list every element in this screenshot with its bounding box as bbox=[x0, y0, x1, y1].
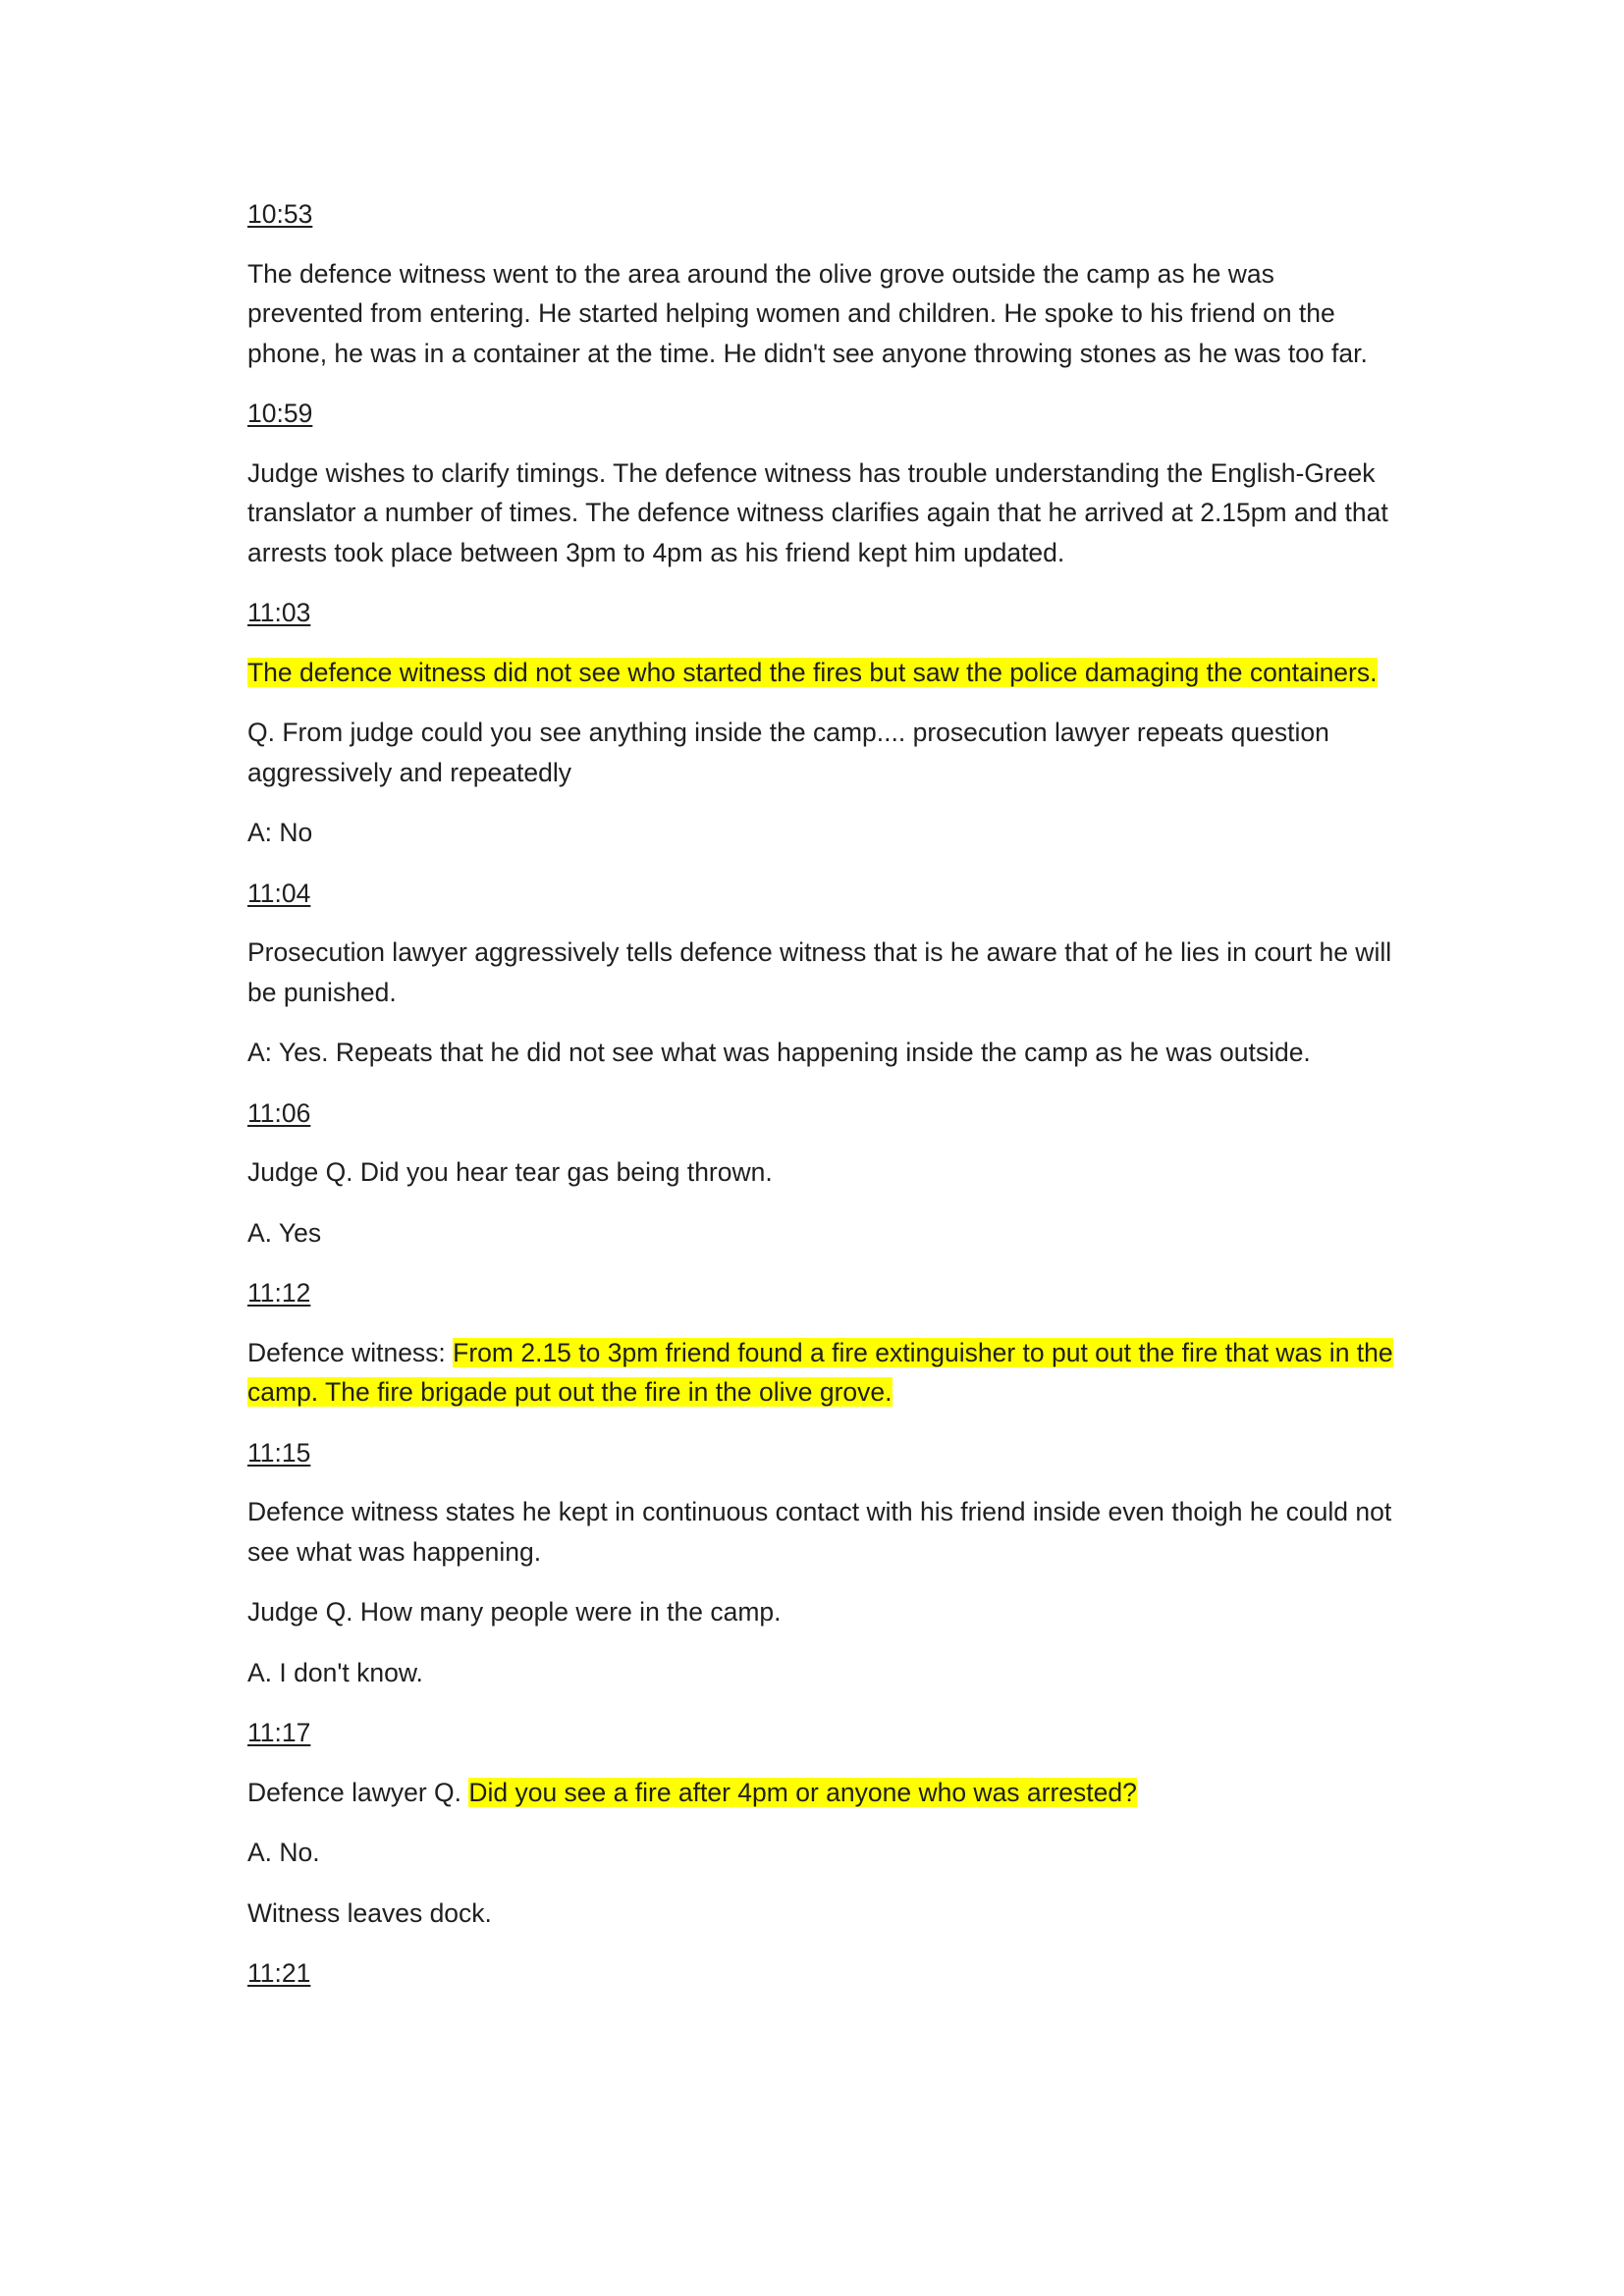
timestamp: 11:15 bbox=[247, 1437, 311, 1468]
question: Judge Q. How many people were in the camp. bbox=[247, 1597, 782, 1627]
question: Judge Q. Did you hear tear gas being thrown. bbox=[247, 1157, 773, 1187]
answer: A. Yes bbox=[247, 1217, 322, 1248]
paragraph: Prosecution lawyer aggressively tells defence witness that is he aware that of he lies in court he will be punished. bbox=[247, 937, 1392, 1007]
timestamp: 10:53 bbox=[247, 199, 313, 229]
paragraph-lead: Defence lawyer Q. bbox=[247, 1777, 469, 1807]
timestamp: 11:21 bbox=[247, 1958, 311, 1988]
paragraph: Defence witness states he kept in continuous contact with his friend inside even thoigh he could not see what was happening. bbox=[247, 1497, 1392, 1567]
highlighted-text: From 2.15 to 3pm friend found a fire extinguisher to put out the fire that was in the camp. The fire brigade put out the fire in the olive grove. bbox=[247, 1337, 1393, 1407]
timestamp: 11:03 bbox=[247, 598, 311, 627]
timestamp: 10:59 bbox=[247, 399, 313, 428]
answer: A. No. bbox=[247, 1838, 320, 1867]
timestamp: 11:06 bbox=[247, 1097, 311, 1128]
timestamp: 11:12 bbox=[247, 1278, 311, 1308]
paragraph-lead: Defence witness: bbox=[247, 1337, 454, 1367]
transcript-body bbox=[247, 194, 1396, 2013]
question: Q. From judge could you see anything inside the camp.... prosecution lawyer repeats question aggressively and repeatedly bbox=[247, 718, 1329, 787]
mixed-paragraph bbox=[247, 1333, 1396, 1413]
paragraph: The defence witness went to the area around the olive grove outside the camp as he was prevented from entering. He started helping women and children. He spoke to his friend on the phone, he was in a container at the time. He didn't see anyone throwing stones as he was too far. bbox=[247, 258, 1368, 368]
mixed-paragraph bbox=[247, 1773, 1396, 1813]
highlighted-text: The defence witness did not see who started the fires but saw the police damaging the containers. bbox=[247, 657, 1378, 687]
paragraph: Judge wishes to clarify timings. The defence witness has trouble understanding the English-Greek translator a number of times. The defence witness clarifies again that he arrived at 2.15pm and that arrests took place between 3pm to 4pm as his friend kept him updated. bbox=[247, 457, 1388, 567]
answer: A: No bbox=[247, 818, 313, 847]
timestamp: 11:04 bbox=[247, 878, 311, 908]
timestamp: 11:17 bbox=[247, 1718, 311, 1747]
paragraph: Witness leaves dock. bbox=[247, 1897, 492, 1928]
answer: A: Yes. Repeats that he did not see what was happening inside the camp as he was outside. bbox=[247, 1038, 1311, 1067]
highlighted-text: Did you see a fire after 4pm or anyone who was arrested? bbox=[468, 1777, 1137, 1807]
answer: A. I don't know. bbox=[247, 1657, 423, 1687]
highlighted-paragraph bbox=[247, 653, 1396, 693]
